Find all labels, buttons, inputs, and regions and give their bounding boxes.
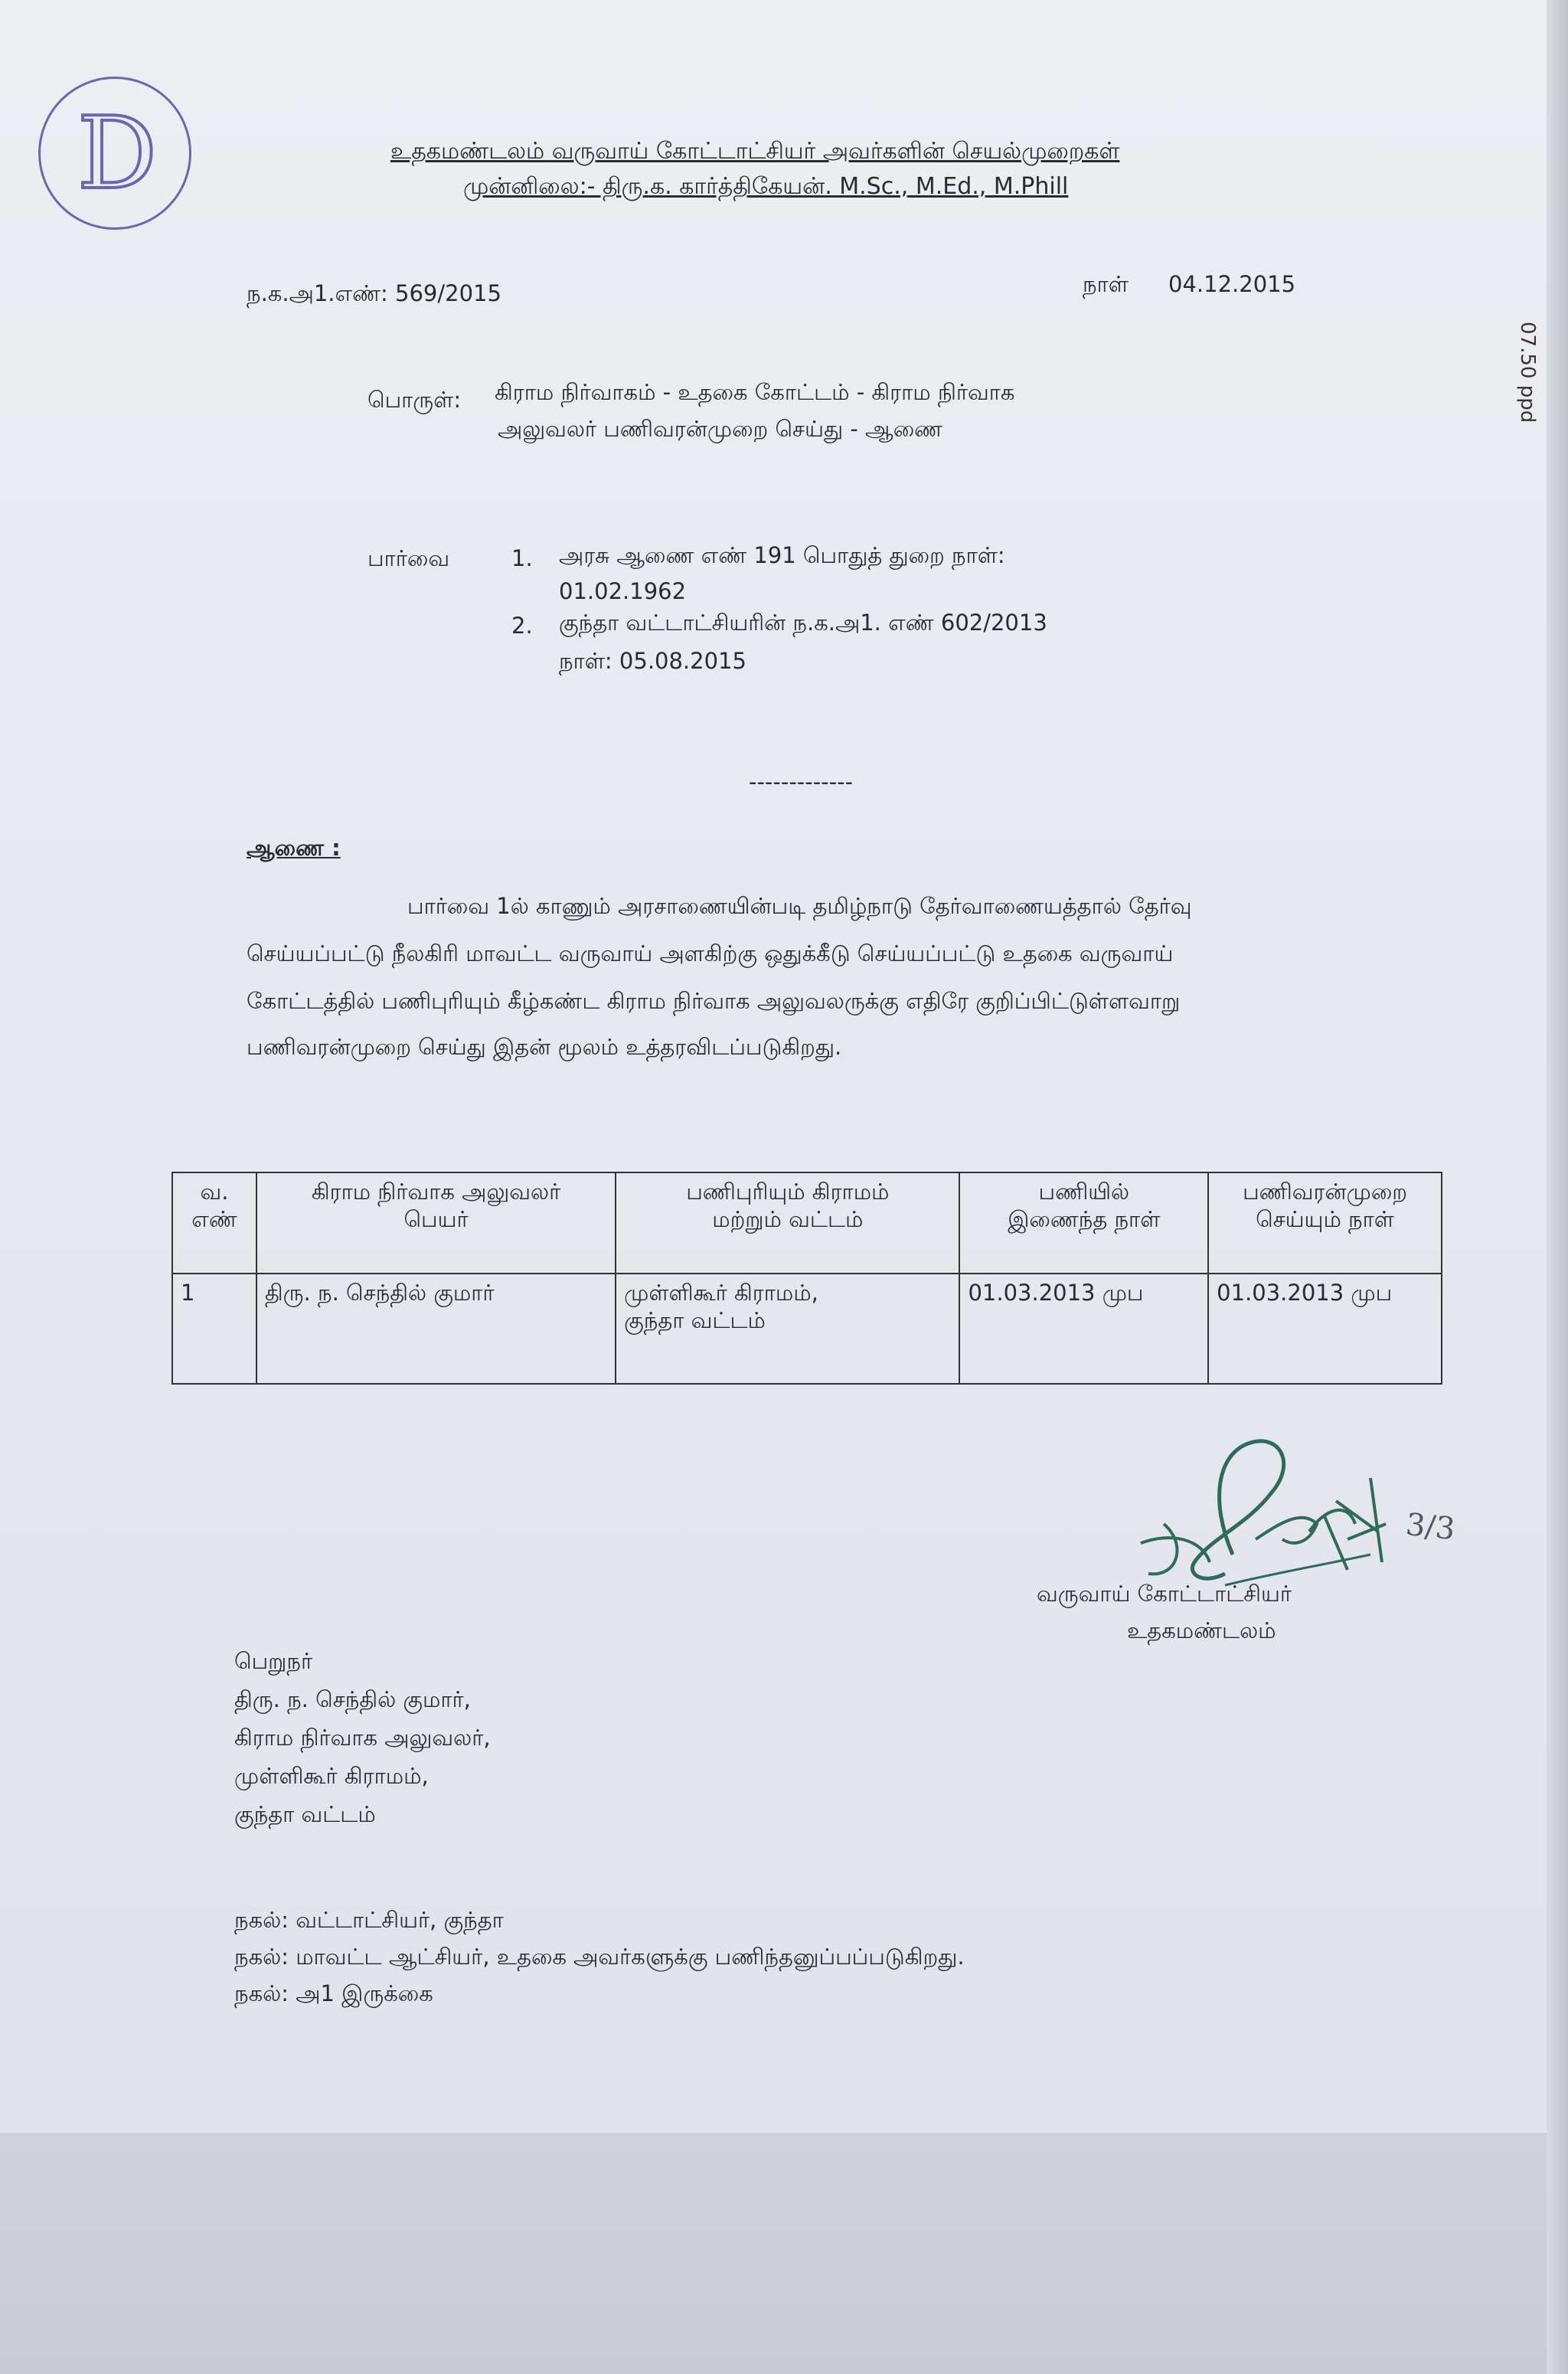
stamp-letter-icon bbox=[41, 79, 194, 232]
table-cell: முள்ளிகூர் கிராமம், குந்தா வட்டம் bbox=[616, 1274, 959, 1384]
reference-num-2: 2. bbox=[511, 613, 533, 639]
subject-line-2: அலுவலர் பணிவரன்முறை செய்து - ஆணை bbox=[498, 416, 943, 442]
reference-2-line-2: நாள்: 05.08.2015 bbox=[559, 648, 746, 674]
ref-number: ந.க.அ1.எண்: 569/2015 bbox=[247, 280, 501, 306]
table-cell: 01.03.2013 முப bbox=[1208, 1274, 1442, 1384]
reference-2-line-1: குந்தா வட்டாட்சியரின் ந.க.அ1. எண் 602/2013 bbox=[559, 610, 1047, 636]
handwritten-signature bbox=[1118, 1409, 1409, 1608]
order-line-4: பணிவரன்முறை செய்து இதன் மூலம் உத்தரவிடப்படுகிறது. bbox=[247, 1034, 842, 1060]
reference-label: பார்வை bbox=[368, 545, 450, 571]
order-heading: ஆணை : bbox=[247, 835, 341, 861]
svg-text:D: D bbox=[77, 95, 158, 211]
reference-1-line-2: 01.02.1962 bbox=[559, 578, 687, 604]
copy-line: நகல்: அ1 இருக்கை bbox=[234, 1980, 433, 2006]
subject-line-1: கிராம நிர்வாகம் - உதகை கோட்டம் - கிராம நிர்வாக bbox=[495, 379, 1015, 405]
table-cell: 01.03.2013 முப bbox=[959, 1274, 1208, 1384]
table-header-cell: பணியில் இணைந்த நாள் bbox=[959, 1172, 1208, 1274]
table-header-row bbox=[172, 1172, 1442, 1274]
paper-fold bbox=[0, 2133, 1568, 2374]
table-row bbox=[172, 1274, 1442, 1384]
recipient-label: பெறுநர் bbox=[234, 1648, 313, 1674]
signatory-place: உதகமண்டலம் bbox=[1127, 1617, 1276, 1643]
header-presence: முன்னிலை:- திரு.க. கார்த்திகேயன். M.Sc., M.Ed., M.Phill bbox=[463, 173, 1069, 200]
recipient-line: குந்தா வட்டம் bbox=[234, 1801, 376, 1827]
table-header-cell: பணிபுரியும் கிராமம் மற்றும் வட்டம் bbox=[616, 1172, 959, 1274]
subject-label: பொருள்: bbox=[368, 387, 462, 413]
regularisation-table bbox=[172, 1172, 1442, 1385]
recipient-line: கிராம நிர்வாக அலுவலர், bbox=[234, 1725, 491, 1751]
table-cell: திரு. ந. செந்தில் குமார் bbox=[256, 1274, 616, 1384]
reference-1-line-1: அரசு ஆணை எண் 191 பொதுத் துறை நாள்: bbox=[559, 542, 1005, 568]
table-header-cell: பணிவரன்முறை செய்யும் நாள் bbox=[1208, 1172, 1442, 1274]
copy-line: நகல்: மாவட்ட ஆட்சியர், உதகை அவர்களுக்கு பணிந்தனுப்பப்படுகிறது. bbox=[234, 1944, 965, 1970]
recipient-line: முள்ளிகூர் கிராமம், bbox=[234, 1763, 429, 1789]
paper-edge bbox=[1547, 0, 1568, 2374]
order-line-3: கோட்டத்தில் பணிபுரியும் கீழ்கண்ட கிராம நிர்வாக அலுவலருக்கு எதிரே குறிப்பிட்டுள்ளவாறு bbox=[247, 988, 1181, 1014]
table-cell: 1 bbox=[172, 1274, 256, 1384]
copy-line: நகல்: வட்டாட்சியர், குந்தா bbox=[234, 1907, 504, 1933]
d-stamp bbox=[38, 77, 191, 230]
edge-text: 07.50 ppd bbox=[1516, 322, 1539, 423]
date-label: நாள் bbox=[1083, 271, 1129, 297]
header-title: உதகமண்டலம் வருவாய் கோட்டாட்சியர் அவர்களின் செயல்முறைகள் bbox=[390, 138, 1120, 165]
order-line-1: பார்வை 1ல் காணும் அரசாணையின்படி தமிழ்நாடு தேர்வாணையத்தால் தேர்வு bbox=[407, 893, 1192, 919]
order-line-2: செய்யப்பட்டு நீலகிரி மாவட்ட வருவாய் அளகிற்கு ஒதுக்கீடு செய்யப்பட்டு உதகை வருவாய் bbox=[247, 940, 1174, 966]
reference-num-1: 1. bbox=[511, 545, 533, 571]
table-header-cell: வ. எண் bbox=[172, 1172, 256, 1274]
recipient-line: திரு. ந. செந்தில் குமார், bbox=[234, 1686, 471, 1712]
page-mark: 3/3 bbox=[1403, 1506, 1457, 1548]
signatory-designation: வருவாய் கோட்டாட்சியர் bbox=[1037, 1581, 1292, 1607]
separator: ------------- bbox=[749, 769, 854, 795]
date-value: 04.12.2015 bbox=[1168, 271, 1296, 297]
table-header-cell: கிராம நிர்வாக அலுவலர் பெயர் bbox=[256, 1172, 616, 1274]
